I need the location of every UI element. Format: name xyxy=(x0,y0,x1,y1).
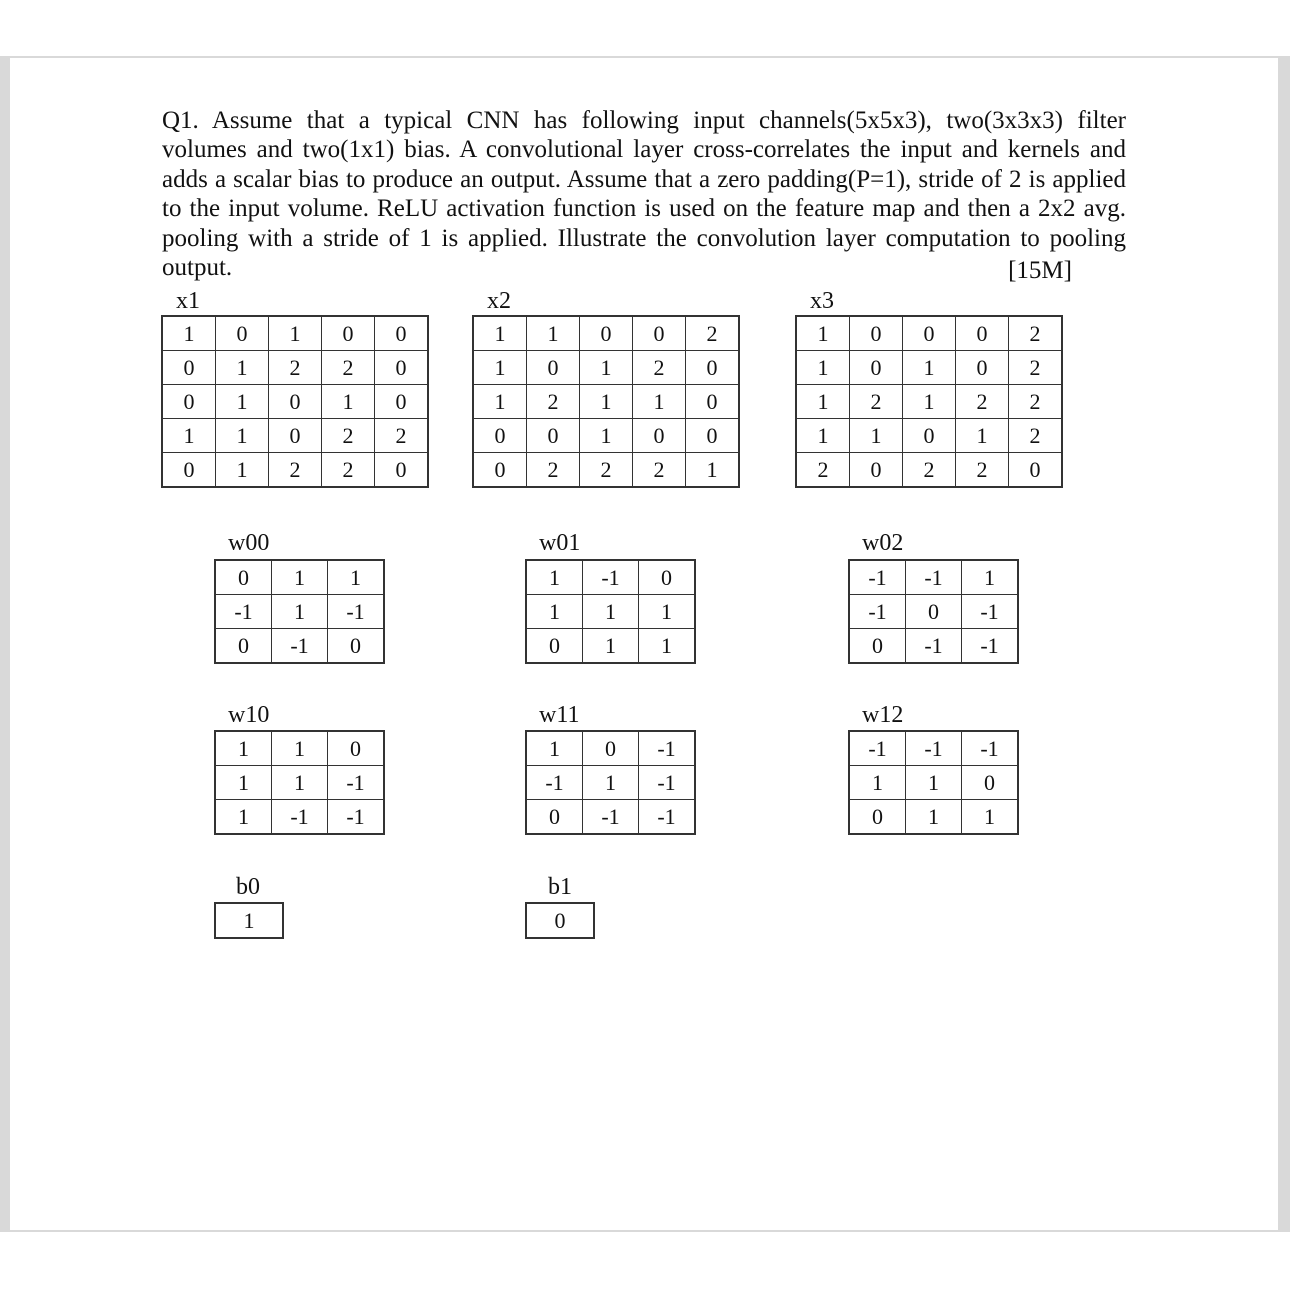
matrix-row xyxy=(474,351,739,385)
matrix-cell: 2 xyxy=(375,419,428,453)
w00-matrix xyxy=(215,560,384,663)
matrix-row xyxy=(527,732,695,766)
w10-label: w10 xyxy=(228,702,270,728)
matrix-cell: 1 xyxy=(216,766,272,800)
matrix-cell: 1 xyxy=(216,453,269,487)
matrix-row xyxy=(850,561,1018,595)
b1-box xyxy=(526,903,594,938)
matrix-cell: 1 xyxy=(633,385,686,419)
matrix-cell: 1 xyxy=(527,317,580,351)
matrix-cell: 0 xyxy=(1009,453,1062,487)
matrix-cell: -1 xyxy=(216,595,272,629)
matrix-cell: 1 xyxy=(272,561,328,595)
matrix-cell: 2 xyxy=(322,351,375,385)
matrix-cell: 2 xyxy=(686,317,739,351)
matrix-cell: -1 xyxy=(583,561,639,595)
matrix-cell: 0 xyxy=(527,629,583,663)
matrix-cell: -1 xyxy=(850,732,906,766)
matrix-cell: 0 xyxy=(962,766,1018,800)
matrix-cell: 0 xyxy=(956,317,1009,351)
matrix-row xyxy=(850,732,1018,766)
matrix-cell: 0 xyxy=(328,629,384,663)
matrix-cell: 0 xyxy=(580,317,633,351)
matrix-cell: 2 xyxy=(1009,317,1062,351)
x1-label: x1 xyxy=(176,288,200,314)
matrix-cell: 0 xyxy=(527,351,580,385)
matrix-cell: 0 xyxy=(322,317,375,351)
matrix-cell: 1 xyxy=(797,385,850,419)
matrix-row xyxy=(163,453,428,487)
matrix-row xyxy=(216,595,384,629)
matrix-cell: 0 xyxy=(375,351,428,385)
matrix-cell: -1 xyxy=(850,561,906,595)
w11-matrix xyxy=(526,731,695,834)
matrix-cell: -1 xyxy=(328,766,384,800)
matrix-cell: 0 xyxy=(903,419,956,453)
matrix-cell: 0 xyxy=(527,419,580,453)
matrix-cell: 0 xyxy=(269,419,322,453)
matrix-cell: 2 xyxy=(527,385,580,419)
x2-matrix xyxy=(473,316,739,487)
matrix-cell: 2 xyxy=(903,453,956,487)
matrix-cell: -1 xyxy=(639,766,695,800)
matrix-cell: 1 xyxy=(580,385,633,419)
matrix-row xyxy=(797,385,1062,419)
x1-matrix xyxy=(162,316,428,487)
w12-label: w12 xyxy=(862,702,904,728)
matrix-cell: 0 xyxy=(375,317,428,351)
matrix-cell: 0 xyxy=(903,317,956,351)
matrix-cell: 1 xyxy=(272,732,328,766)
matrix-cell: 2 xyxy=(527,453,580,487)
matrix-cell: 1 xyxy=(639,629,695,663)
matrix-cell: 1 xyxy=(962,561,1018,595)
matrix-cell: 1 xyxy=(272,766,328,800)
matrix-cell: 2 xyxy=(1009,419,1062,453)
matrix-cell: 0 xyxy=(527,800,583,834)
matrix-cell: -1 xyxy=(962,595,1018,629)
matrix-row xyxy=(527,766,695,800)
matrix-cell: 0 xyxy=(375,385,428,419)
b1-label: b1 xyxy=(548,874,572,900)
x2-label: x2 xyxy=(487,288,511,314)
w10-matrix xyxy=(215,731,384,834)
matrix-cell: 1 xyxy=(906,766,962,800)
matrix-cell: 1 xyxy=(216,732,272,766)
matrix-cell: 0 xyxy=(328,732,384,766)
matrix-cell: -1 xyxy=(639,800,695,834)
matrix-row xyxy=(474,453,739,487)
matrix-cell: 0 xyxy=(956,351,1009,385)
matrix-row xyxy=(163,385,428,419)
matrix-cell: 1 xyxy=(163,419,216,453)
matrix-row xyxy=(527,595,695,629)
matrix-cell: 0 xyxy=(639,561,695,595)
matrix-cell: -1 xyxy=(850,595,906,629)
matrix-cell: 0 xyxy=(850,453,903,487)
matrix-cell: -1 xyxy=(527,766,583,800)
matrix-cell: 1 xyxy=(906,800,962,834)
matrix-row xyxy=(850,629,1018,663)
matrix-row xyxy=(527,561,695,595)
w02-matrix xyxy=(849,560,1018,663)
matrix-cell: 1 xyxy=(639,595,695,629)
marks-label: [15M] xyxy=(1008,257,1072,284)
matrix-row xyxy=(797,317,1062,351)
matrix-cell: 1 xyxy=(527,595,583,629)
matrix-cell: 2 xyxy=(633,351,686,385)
w11-label: w11 xyxy=(539,702,580,728)
matrix-row xyxy=(797,419,1062,453)
matrix-cell: 1 xyxy=(216,385,269,419)
matrix-cell: -1 xyxy=(583,800,639,834)
matrix-cell: 1 xyxy=(962,800,1018,834)
matrix-cell: 1 xyxy=(163,317,216,351)
matrix-cell: 0 xyxy=(216,629,272,663)
matrix-cell: 0 xyxy=(850,800,906,834)
matrix-cell: 0 xyxy=(633,317,686,351)
matrix-cell: 0 xyxy=(163,351,216,385)
w01-matrix xyxy=(526,560,695,663)
matrix-row xyxy=(163,419,428,453)
matrix-cell: 1 xyxy=(269,317,322,351)
matrix-cell: 1 xyxy=(474,317,527,351)
matrix-cell: 1 xyxy=(903,385,956,419)
matrix-row xyxy=(216,629,384,663)
matrix-cell: 0 xyxy=(163,453,216,487)
matrix-cell: 2 xyxy=(1009,351,1062,385)
matrix-cell: 0 xyxy=(474,453,527,487)
x3-label: x3 xyxy=(810,288,834,314)
matrix-cell: 2 xyxy=(797,453,850,487)
matrix-row xyxy=(216,732,384,766)
question-text: Q1. Assume that a typical CNN has following input channels(5x5x3), two(3x3x3) filter volumes and two(1x1) bias. A convolutional layer cross-correlates the input and kernels and adds a scalar bias to produce an output. Assume that a zero padding(P=1), stride of 2 is applied to the input volume. ReLU activation function is used on the feature map and then a 2x2 avg. pooling with a stride of 1 is applied. Illustrate the convolution layer computation to pooling output. xyxy=(162,107,1126,282)
matrix-cell: 0 xyxy=(269,385,322,419)
matrix-cell: 2 xyxy=(956,385,1009,419)
matrix-cell: 0 xyxy=(633,419,686,453)
matrix-cell: 1 xyxy=(956,419,1009,453)
x3-matrix xyxy=(796,316,1062,487)
matrix-cell: 1 xyxy=(903,351,956,385)
matrix-cell: 0 xyxy=(850,317,903,351)
matrix-cell: 1 xyxy=(850,766,906,800)
matrix-row xyxy=(216,800,384,834)
matrix-row xyxy=(474,419,739,453)
matrix-cell: 1 xyxy=(686,453,739,487)
matrix-cell: 1 xyxy=(580,419,633,453)
matrix-cell: 1 xyxy=(474,351,527,385)
b0-box xyxy=(215,903,283,938)
matrix-cell: 1 xyxy=(272,595,328,629)
matrix-cell: 1 xyxy=(580,351,633,385)
matrix-cell: 1 xyxy=(216,351,269,385)
matrix-cell: 2 xyxy=(1009,385,1062,419)
matrix-cell: 1 xyxy=(583,766,639,800)
w01-label: w01 xyxy=(539,530,581,556)
matrix-row xyxy=(163,351,428,385)
matrix-cell: 1 xyxy=(583,629,639,663)
matrix-cell: 0 xyxy=(474,419,527,453)
matrix-cell: 2 xyxy=(269,453,322,487)
matrix-row xyxy=(216,561,384,595)
matrix-cell: -1 xyxy=(272,800,328,834)
matrix-cell: 2 xyxy=(322,419,375,453)
matrix-cell: -1 xyxy=(272,629,328,663)
b0-label: b0 xyxy=(236,874,260,900)
matrix-cell: 1 xyxy=(797,317,850,351)
matrix-cell: 2 xyxy=(956,453,1009,487)
matrix-cell: 0 xyxy=(163,385,216,419)
matrix-cell: 2 xyxy=(322,453,375,487)
matrix-cell: 0 xyxy=(850,351,903,385)
matrix-row xyxy=(163,317,428,351)
matrix-cell: -1 xyxy=(906,561,962,595)
b0-value: 1 xyxy=(216,904,283,938)
matrix-row xyxy=(527,629,695,663)
matrix-cell: -1 xyxy=(328,800,384,834)
b1-value: 0 xyxy=(527,904,594,938)
matrix-cell: 2 xyxy=(269,351,322,385)
matrix-row xyxy=(474,317,739,351)
matrix-cell: 2 xyxy=(850,385,903,419)
matrix-cell: -1 xyxy=(962,629,1018,663)
matrix-cell: 0 xyxy=(583,732,639,766)
matrix-row xyxy=(850,766,1018,800)
matrix-cell: 1 xyxy=(322,385,375,419)
matrix-row xyxy=(850,800,1018,834)
matrix-cell: 0 xyxy=(686,419,739,453)
matrix-cell: 1 xyxy=(583,595,639,629)
matrix-cell: -1 xyxy=(906,732,962,766)
matrix-cell: -1 xyxy=(906,629,962,663)
matrix-cell: 0 xyxy=(686,351,739,385)
matrix-cell: -1 xyxy=(328,595,384,629)
matrix-cell: 2 xyxy=(580,453,633,487)
matrix-cell: 1 xyxy=(474,385,527,419)
matrix-row xyxy=(474,385,739,419)
matrix-cell: 0 xyxy=(906,595,962,629)
matrix-cell: 1 xyxy=(328,561,384,595)
matrix-cell: 0 xyxy=(375,453,428,487)
matrix-cell: 1 xyxy=(797,351,850,385)
matrix-cell: 0 xyxy=(686,385,739,419)
matrix-cell: 1 xyxy=(797,419,850,453)
matrix-cell: -1 xyxy=(639,732,695,766)
matrix-cell: 1 xyxy=(527,732,583,766)
matrix-cell: 1 xyxy=(216,419,269,453)
matrix-row xyxy=(216,766,384,800)
w02-label: w02 xyxy=(862,530,904,556)
matrix-cell: 0 xyxy=(850,629,906,663)
matrix-row xyxy=(797,453,1062,487)
matrix-row xyxy=(797,351,1062,385)
matrix-row xyxy=(527,800,695,834)
matrix-cell: 1 xyxy=(527,561,583,595)
w12-matrix xyxy=(849,731,1018,834)
matrix-cell: 0 xyxy=(216,561,272,595)
matrix-cell: 2 xyxy=(633,453,686,487)
matrix-cell: 1 xyxy=(216,800,272,834)
matrix-cell: 0 xyxy=(216,317,269,351)
w00-label: w00 xyxy=(228,530,270,556)
matrix-cell: 1 xyxy=(850,419,903,453)
matrix-cell: -1 xyxy=(962,732,1018,766)
matrix-row xyxy=(850,595,1018,629)
